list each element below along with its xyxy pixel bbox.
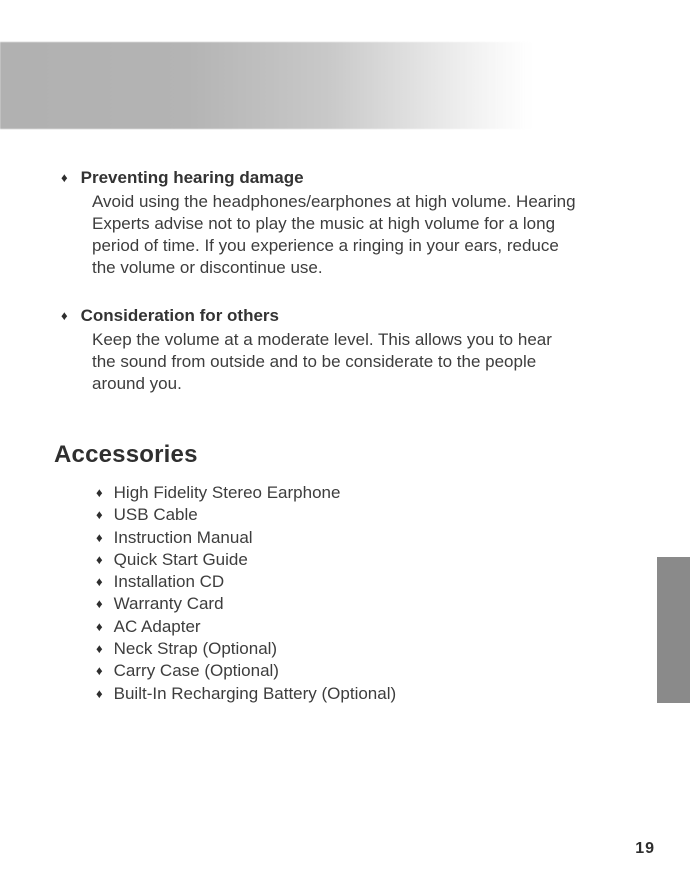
list-item <box>96 616 690 638</box>
list-item <box>96 482 690 504</box>
list-item-label: High Fidelity Stereo Earphone <box>113 483 341 502</box>
diamond-bullet-icon: ♦ <box>96 596 103 612</box>
section-preventing-hearing-damage <box>61 167 690 279</box>
section-consideration-for-others <box>61 305 690 395</box>
list-item <box>96 549 690 571</box>
accessories-list <box>96 482 690 705</box>
list-item-label: Built-In Recharging Battery (Optional) <box>113 683 397 703</box>
list-item <box>96 638 690 660</box>
diamond-bullet-icon: ♦ <box>96 618 103 634</box>
diamond-bullet-icon: ♦ <box>96 574 103 590</box>
list-item-label: Warranty Card <box>113 594 224 614</box>
diamond-bullet-icon: ♦ <box>61 308 68 323</box>
section-header <box>61 167 690 189</box>
list-item <box>96 683 690 705</box>
section-title: Consideration for others <box>80 306 279 325</box>
section-body-text: Avoid using the headphones/earphones at high volume. Hearing Experts advise not to play the music at high volume for a long period of time. If you experience a ringing in your ears, reduce the volume or discontinue use. <box>92 192 576 277</box>
list-item-label: USB Cable <box>113 505 198 525</box>
list-item <box>96 660 690 682</box>
list-item-label: Instruction Manual <box>113 527 253 547</box>
diamond-bullet-icon: ♦ <box>96 485 103 500</box>
section-header <box>61 305 690 327</box>
list-item-label: AC Adapter <box>113 616 201 636</box>
diamond-bullet-icon: ♦ <box>96 641 103 657</box>
diamond-bullet-icon: ♦ <box>96 663 103 679</box>
diamond-bullet-icon: ♦ <box>96 529 103 545</box>
list-item-label: Installation CD <box>113 572 225 592</box>
chapter-side-tab <box>657 557 690 703</box>
list-item-label: Carry Case (Optional) <box>113 661 279 681</box>
accessories-heading: Accessories <box>54 441 198 468</box>
diamond-bullet-icon: ♦ <box>96 551 103 567</box>
list-item <box>96 571 690 593</box>
page-content <box>0 167 690 705</box>
diamond-bullet-icon: ♦ <box>61 170 68 185</box>
list-item <box>96 504 690 526</box>
list-item <box>96 527 690 549</box>
list-item-label: Neck Strap (Optional) <box>113 639 278 659</box>
list-item <box>96 593 690 615</box>
diamond-bullet-icon: ♦ <box>96 685 103 701</box>
list-item-label: Quick Start Guide <box>113 549 248 569</box>
header-gradient-banner <box>0 42 532 129</box>
section-body-text: Keep the volume at a moderate level. This allows you to hear the sound from outside and to be considerate to the people around you. <box>92 330 552 393</box>
section-title: Preventing hearing damage <box>80 168 304 187</box>
page-number: 19 <box>635 840 655 857</box>
diamond-bullet-icon: ♦ <box>96 507 103 523</box>
